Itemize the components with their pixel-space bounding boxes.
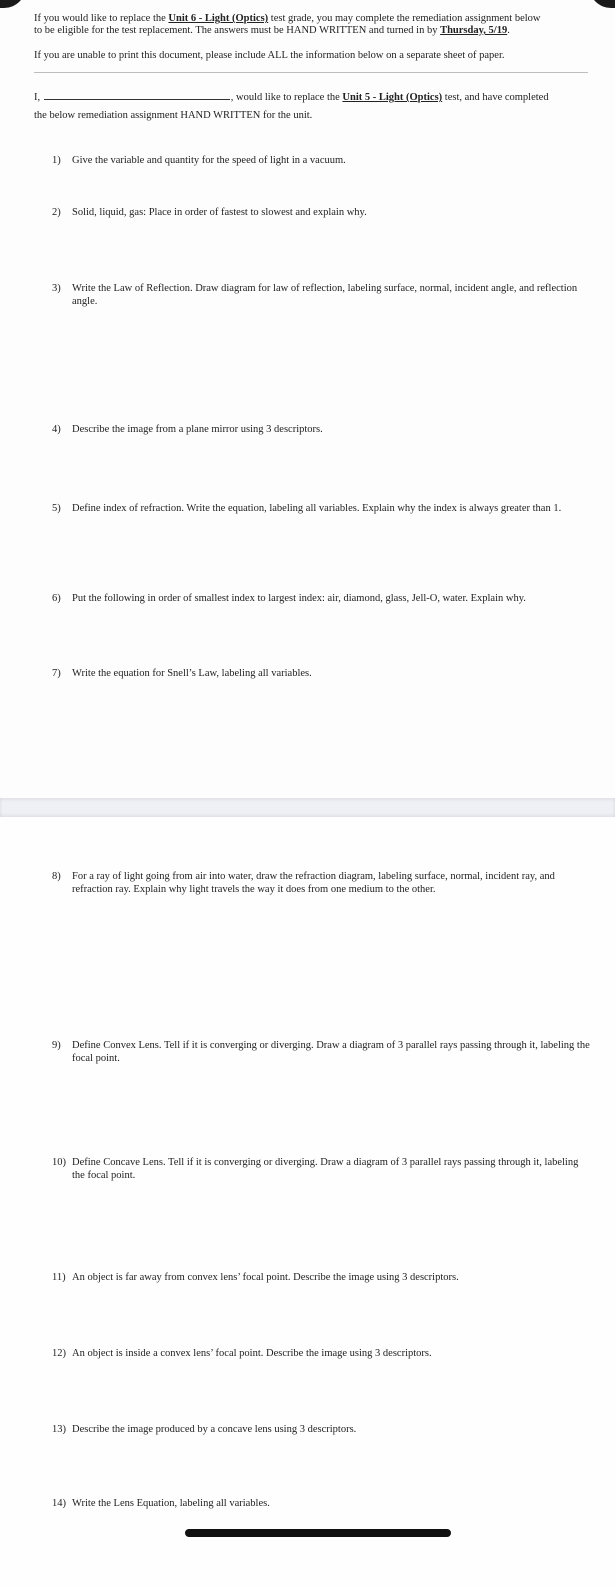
pledge-line-1: I, , would like to replace the Unit 5 - Light (Optics) test, and have completed: [34, 92, 549, 103]
divider-line: [34, 72, 588, 73]
question-10: 10) Define Concave Lens. Tell if it is converging or diverging. Draw a diagram of 3 parallel rays passing through it, labeling the focal point.: [52, 1157, 579, 1181]
question-5: 5) Define index of refraction. Write the equation, labeling all variables. Explain why the index is always greater than 1.: [52, 503, 562, 514]
question-8: 8) For a ray of light going from air into water, draw the refraction diagram, labeling surface, normal, incident ray, and refraction ray. Explain why light travels the way it does from one medium to the other.: [52, 871, 555, 895]
dark-corner-decoration: [589, 0, 615, 8]
name-blank-line[interactable]: [44, 90, 230, 100]
question-2: 2) Solid, liquid, gas: Place in order of fastest to slowest and explain why.: [52, 207, 367, 218]
dark-corner-decoration: [0, 0, 26, 8]
question-3: 3) Write the Law of Reflection. Draw diagram for law of reflection, labeling surface, normal, incident angle, and reflection angle.: [52, 283, 578, 307]
question-7: 7) Write the equation for Snell’s Law, labeling all variables.: [52, 668, 312, 679]
question-11: 11) An object is far away from convex lens’ focal point. Describe the image using 3 descriptors.: [52, 1272, 459, 1283]
question-9: 9) Define Convex Lens. Tell if it is converging or diverging. Draw a diagram of 3 parallel rays passing through it, labeling the focal point.: [52, 1040, 590, 1064]
question-6: 6) Put the following in order of smallest index to largest index: air, diamond, glass, Jell-O, water. Explain why.: [52, 593, 526, 604]
question-14: 14) Write the Lens Equation, labeling all variables.: [52, 1498, 270, 1509]
page-separator: [0, 798, 615, 817]
question-12: 12) An object is inside a convex lens’ focal point. Describe the image using 3 descriptors.: [52, 1348, 432, 1359]
unit-5-title: Unit 5 - Light (Optics): [342, 92, 443, 103]
question-1: 1) Give the variable and quantity for the speed of light in a vacuum.: [52, 155, 346, 166]
print-instructions: If you are unable to print this document, please include ALL the information below on a separate sheet of paper.: [34, 50, 505, 61]
document-page-2: [0, 817, 615, 1587]
intro-line-2: to be eligible for the test replacement. The answers must be HAND WRITTEN and turned in by Thursday, 5/19.: [34, 25, 510, 36]
unit-6-title: Unit 6 - Light (Optics): [168, 13, 269, 24]
due-date: Thursday, 5/19: [440, 25, 508, 36]
intro-line-1: If you would like to replace the Unit 6 - Light (Optics) test grade, you may complete the remediation assignment below: [34, 13, 541, 24]
home-indicator-bar[interactable]: [185, 1529, 451, 1537]
pledge-line-2: the below remediation assignment HAND WRITTEN for the unit.: [34, 110, 313, 121]
question-13: 13) Describe the image produced by a concave lens using 3 descriptors.: [52, 1424, 357, 1435]
question-4: 4) Describe the image from a plane mirror using 3 descriptors.: [52, 424, 323, 435]
